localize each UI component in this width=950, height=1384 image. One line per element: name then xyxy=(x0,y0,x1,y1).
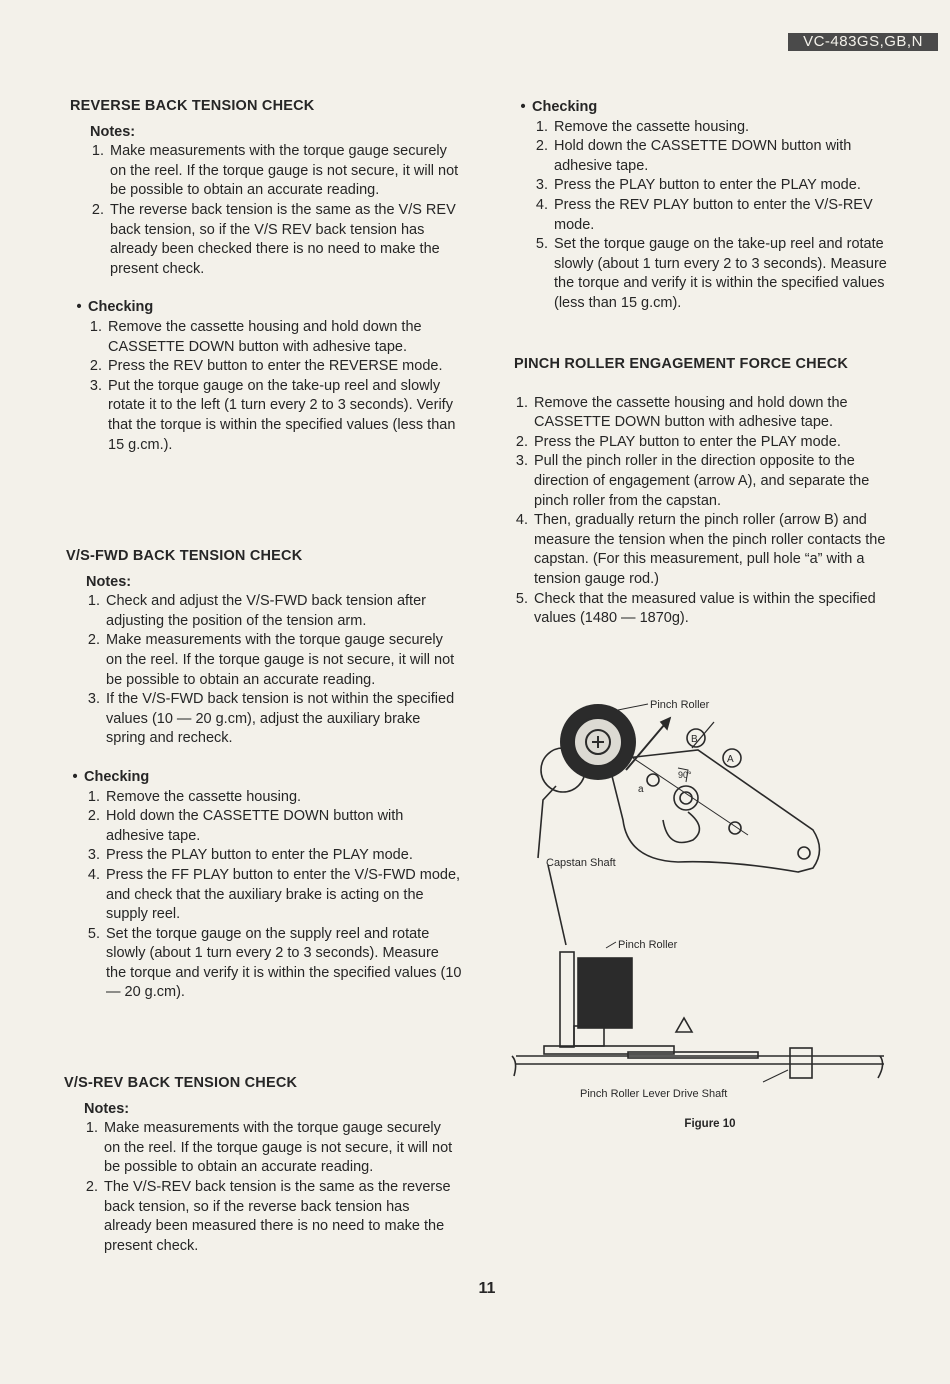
list-item: 1. Remove the cassette housing and hold down the CASSETTE DOWN button with adhesive tape. xyxy=(532,394,906,433)
pinch-title: PINCH ROLLER ENGAGEMENT FORCE CHECK xyxy=(514,356,849,372)
vsrev-notes-list xyxy=(64,1119,460,1256)
list-item: 5. Set the torque gauge on the supply reel and rotate slowly (about 1 turn every 2 to 3 seconds). Measure the torque and verify it is within the specified values (10 — 20 g.cm). xyxy=(104,925,462,1003)
capstan-leader-line xyxy=(538,786,556,858)
list-item: 1. Remove the cassette housing and hold down the CASSETTE DOWN button with adhesive tape. xyxy=(106,318,462,357)
list-item: 1. Remove the cassette housing. xyxy=(552,118,906,138)
label-a-arrow: A xyxy=(727,754,734,765)
list-item: 4. Press the REV PLAY button to enter the V/S-REV mode. xyxy=(552,196,906,235)
reverse-notes-list xyxy=(70,142,462,279)
figure-caption: Figure 10 xyxy=(684,1118,736,1130)
list-item: 3. Pull the pinch roller in the direction opposite to the direction of engagement (arrow A), and separate the pinch roller from the capstan. xyxy=(532,452,906,511)
list-item: 2. Press the REV button to enter the REVERSE mode. xyxy=(106,357,462,377)
model-tag: VC-483GS,GB,N xyxy=(788,33,938,51)
right-checking-label: • Checking xyxy=(514,98,906,118)
list-item: 2. Hold down the CASSETTE DOWN button with adhesive tape. xyxy=(104,807,462,846)
list-item: 3. Press the PLAY button to enter the PLAY mode. xyxy=(552,176,906,196)
list-item: 3. If the V/S-FWD back tension is not within the specified values (10 — 20 g.cm), adjust the auxiliary brake spring and recheck. xyxy=(104,690,462,749)
list-item: 2. Make measurements with the torque gauge securely on the reel. If the torque gauge is not secure, it will not be possible to obtain an accurate reading. xyxy=(104,631,462,690)
list-item: 3. Press the PLAY button to enter the PLAY mode. xyxy=(104,846,462,866)
plate-hole xyxy=(798,847,810,859)
list-item: 1. Check and adjust the V/S-FWD back tension after adjusting the position of the tension arm. xyxy=(104,592,462,631)
lever-plate xyxy=(608,750,820,872)
right-column xyxy=(514,98,906,314)
side-view xyxy=(512,942,884,1082)
label-capstan: Capstan Shaft xyxy=(546,857,616,869)
list-item: 1. Remove the cassette housing. xyxy=(104,788,462,808)
left-column-vsrev xyxy=(64,1074,460,1256)
figure-10-diagram xyxy=(508,690,908,1110)
list-item: 5. Set the torque gauge on the take-up reel and rotate slowly (about 1 turn every 2 to 3 seconds). Measure the torque and verify it is within the specified values (less than 15 g.cm). xyxy=(552,235,906,313)
reverse-title: REVERSE BACK TENSION CHECK xyxy=(70,98,315,114)
list-item: 2. Hold down the CASSETTE DOWN button with adhesive tape. xyxy=(552,137,906,176)
label-b: B xyxy=(691,734,698,745)
vsfwd-checking-label: • Checking xyxy=(66,768,462,788)
pivot-outer xyxy=(674,786,698,810)
reverse-notes-label: Notes: xyxy=(90,123,136,140)
list-item: 5. Check that the measured value is within the specified values (1480 — 1870g). xyxy=(532,590,906,629)
vsfwd-notes-list xyxy=(66,592,462,749)
reverse-checking-list xyxy=(70,318,462,455)
label-pinch-side: Pinch Roller xyxy=(618,939,678,951)
label-angle: 90° xyxy=(678,770,692,780)
pinch-roller-top xyxy=(560,704,636,780)
capstan-to-side-line xyxy=(548,865,566,945)
vsfwd-checking-list xyxy=(66,788,462,1004)
label-hole-a: a xyxy=(638,784,644,795)
vsrev-title: V/S-REV BACK TENSION CHECK xyxy=(64,1075,298,1091)
vsfwd-title: V/S-FWD BACK TENSION CHECK xyxy=(66,548,303,564)
pinch-list xyxy=(514,394,906,629)
list-item: 1. Make measurements with the torque gauge securely on the reel. If the torque gauge is not secure, it will not be possible to obtain an accurate reading. xyxy=(102,1119,460,1178)
page-number: 11 xyxy=(478,1280,496,1297)
left-column-vsfwd xyxy=(66,547,462,1003)
slot xyxy=(663,812,699,843)
list-item: 2. The reverse back tension is the same as the V/S REV back tension, so if the V/S REV back tension has already been checked there is no need to make the present check. xyxy=(108,201,462,279)
right-checking-list xyxy=(514,118,906,314)
list-item: 3. Put the torque gauge on the take-up reel and slowly rotate it to the left (1 turn every 2 to 3 seconds). Verify that the torque is within the specified values (less than 15 g.cm.). xyxy=(106,377,462,455)
list-item: 2. Press the PLAY button to enter the PLAY mode. xyxy=(532,433,906,453)
list-item: 4. Then, gradually return the pinch roller (arrow B) and measure the tension when the pinch roller contacts the capstan. (For this measurement, pull hole “a” with a tension gauge rod.) xyxy=(532,511,906,589)
label-lever: Pinch Roller Lever Drive Shaft xyxy=(580,1088,728,1100)
hole-a xyxy=(647,774,659,786)
list-item: 2. The V/S-REV back tension is the same as the reverse back tension, so if the reverse back tension has already been measured there is no need to make the present check. xyxy=(102,1178,460,1256)
vsrev-notes-label: Notes: xyxy=(84,1100,130,1117)
pinch-top-leader xyxy=(618,704,648,710)
list-item: 4. Press the FF PLAY button to enter the V/S-FWD mode, and check that the auxiliary brake is acting on the supply reel. xyxy=(104,866,462,925)
label-pinch-top: Pinch Roller xyxy=(650,699,710,711)
list-item: 1. Make measurements with the torque gauge securely on the reel. If the torque gauge is not secure, it will not be possible to obtain an accurate reading. xyxy=(108,142,462,201)
vsfwd-notes-label: Notes: xyxy=(86,573,132,590)
reverse-checking-label: • Checking xyxy=(70,298,462,318)
right-column-pinch xyxy=(514,355,906,629)
left-column xyxy=(70,97,462,455)
